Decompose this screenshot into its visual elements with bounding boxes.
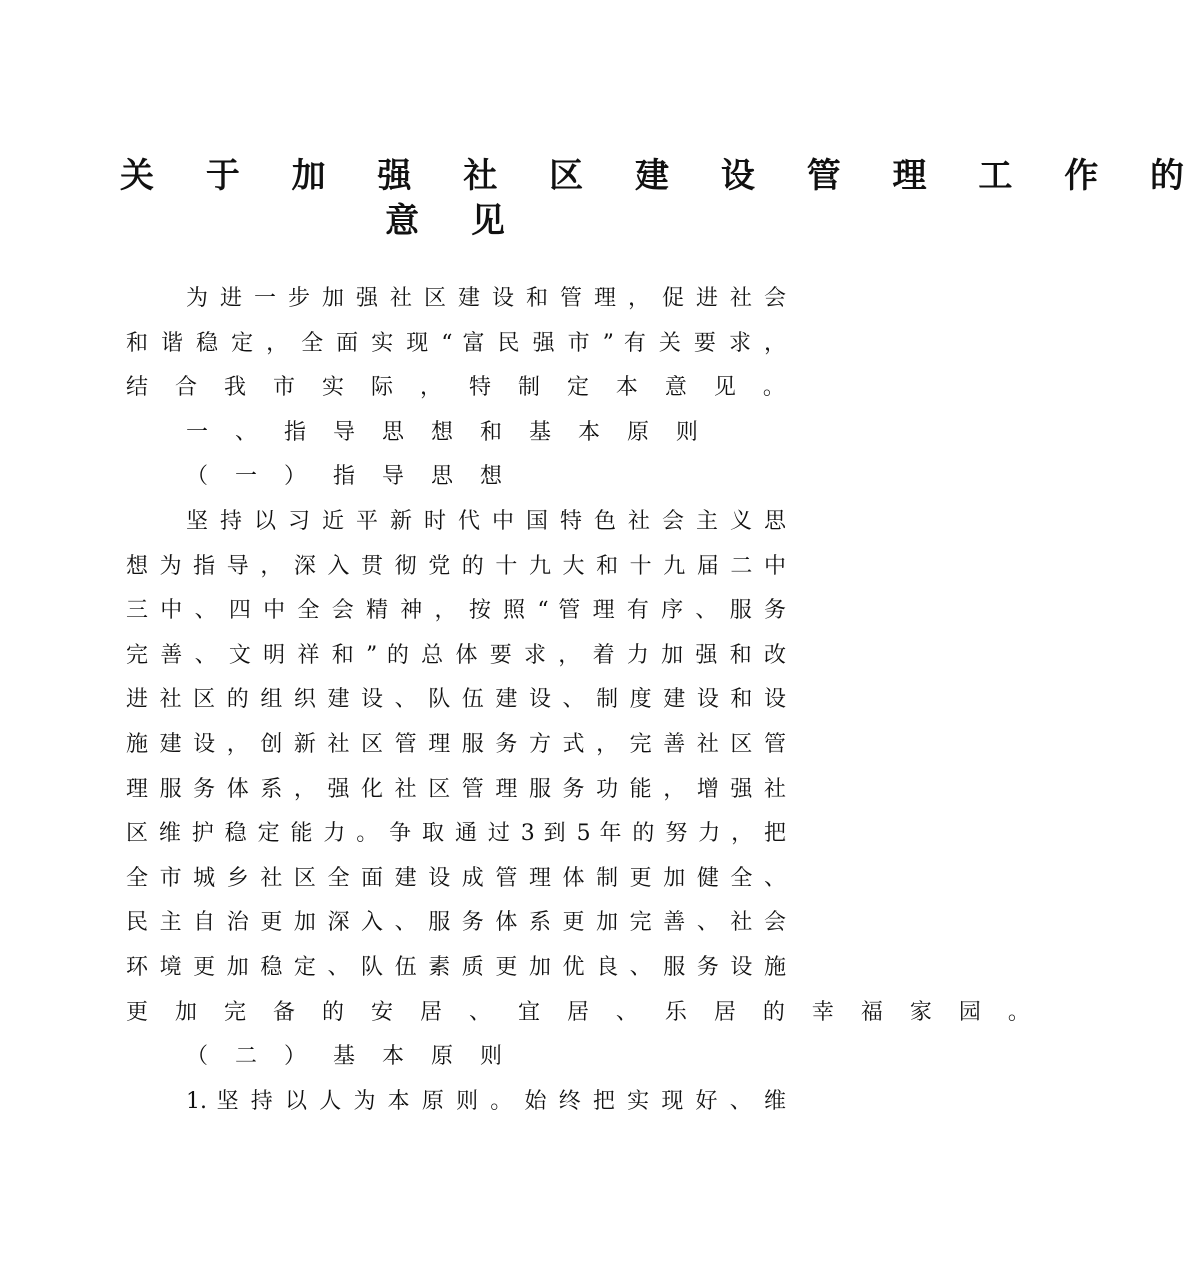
body-text-line: 想 为 指 导 ， 深 入 贯 彻 党 的 十 九 大 和 十 九 届 二 中 [126, 553, 786, 579]
body-text-line: 更 加 完 备 的 安 居 、 宜 居 、 乐 居 的 幸 福 家 园 。 [126, 999, 1040, 1025]
body-text-line: 结 合 我 市 实 际 ， 特 制 定 本 意 见 。 [126, 375, 795, 401]
document-title-line-2: 意 见 [385, 201, 525, 241]
body-text-line: 完 善 、 文 明 祥 和 ” 的 总 体 要 求 ， 着 力 加 强 和 改 [126, 642, 786, 668]
body-text-line: 环 境 更 加 稳 定 、 队 伍 素 质 更 加 优 良 、 服 务 设 施 [126, 955, 786, 980]
body-text-line: 和 谐 稳 定 ， 全 面 实 现 “ 富 民 强 市 ” 有 关 要 求 ， [126, 330, 786, 356]
body-text-line: 为 进 一 步 加 强 社 区 建 设 和 管 理 ， 促 进 社 会 [186, 286, 786, 311]
body-text-line: 理 服 务 体 系 ， 强 化 社 区 管 理 服 务 功 能 ， 增 强 社 [126, 776, 786, 802]
body-text-line: 民 主 自 治 更 加 深 入 、 服 务 体 系 更 加 完 善 、 社 会 [126, 910, 786, 936]
body-text-line: 全 市 城 乡 社 区 全 面 建 设 成 管 理 体 制 更 加 健 全 、 [126, 865, 786, 891]
body-text-line: 区 维 护 稳 定 能 力 。 争 取 通 过 3 到 5 年 的 努 力 ， 把 [126, 821, 786, 847]
body-text-line: 三 中 、 四 中 全 会 精 神 ， 按 照 “ 管 理 有 序 、 服 务 [126, 598, 786, 624]
body-text-line: （ 二 ） 基 本 原 则 [186, 1044, 512, 1070]
body-text-line: 施 建 设 ， 创 新 社 区 管 理 服 务 方 式 ， 完 善 社 区 管 [126, 732, 786, 757]
body-text-line: 一 、 指 导 思 想 和 基 本 原 则 [186, 419, 708, 445]
body-text-line: 坚 持 以 习 近 平 新 时 代 中 国 特 色 社 会 主 义 思 [186, 509, 786, 534]
body-text-line: （ 一 ） 指 导 思 想 [186, 464, 512, 490]
document-title-line-1: 关 于 加 强 社 区 建 设 管 理 工 作 的 [120, 156, 1204, 196]
body-text-line: 进 社 区 的 组 织 建 设 、 队 伍 建 设 、 制 度 建 设 和 设 [126, 687, 786, 713]
body-text-line: 1. 坚 持 以 人 为 本 原 则 。 始 终 把 实 现 好 、 维 [186, 1088, 786, 1114]
